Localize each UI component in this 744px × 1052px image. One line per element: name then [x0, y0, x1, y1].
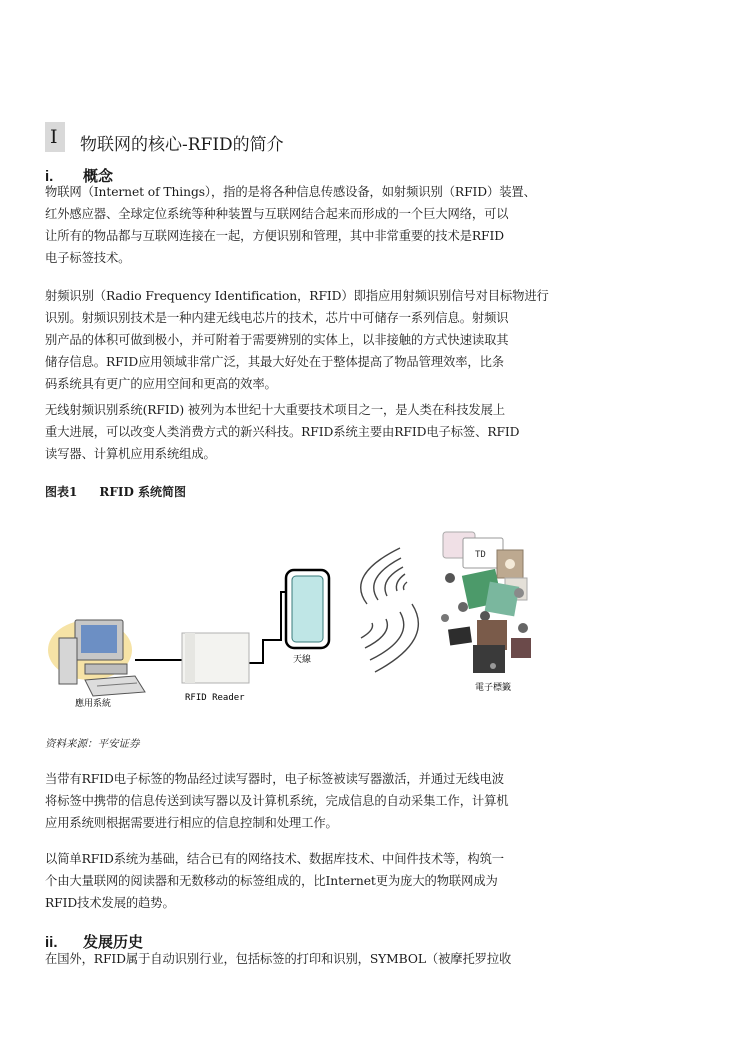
label-electronic-tags: 電子標籤 — [475, 683, 512, 693]
rfid-tags-icon — [441, 532, 531, 673]
paragraph-rfid-trend — [45, 848, 545, 914]
text-line: 识别。射频识别技术是一种内建无线电芯片的技术，芯片中可储存一系列信息。射频识 — [45, 311, 509, 325]
paragraph-history — [45, 948, 545, 970]
text-line: 储存信息。RFID应用领域非常广泛，其最大好处在于整体提高了物品管理效率，比条 — [45, 355, 505, 369]
subsection-number: i. — [45, 168, 54, 185]
text-line: 射频识别（Radio Frequency Identification，RFID）即指应用射频识别信号对目标物进行 — [45, 289, 549, 303]
text-line: RFID技术发展的趋势。 — [45, 896, 175, 910]
text-line: 当带有RFID电子标签的物品经过读写器时，电子标签被读写器激活，并通过无线电波 — [45, 772, 505, 786]
paragraph-iot-definition — [45, 181, 545, 269]
text-line: 让所有的物品都与互联网连接在一起，方便识别和管理，其中非常重要的技术是RFID — [45, 229, 505, 243]
figure-label: 图表1 — [45, 485, 78, 499]
antenna-icon — [286, 570, 329, 648]
computer-icon — [48, 620, 145, 696]
label-antenna: 天線 — [293, 655, 312, 665]
paragraph-rfid-definition — [45, 285, 549, 395]
text-line: 重大进展，可以改变人类消费方式的新兴科技。RFID系统主要由RFID电子标签、RFID — [45, 425, 520, 439]
section-number: I — [50, 126, 58, 148]
section-title: 物联网的核心-RFID的简介 — [80, 135, 284, 155]
paragraph-rfid-workflow — [45, 768, 545, 834]
text-line: 个由大量联网的阅读器和无数移动的标签组成的，比Internet更为庞大的物联网成为 — [45, 874, 498, 888]
label-application-system: 應用系統 — [75, 699, 112, 709]
paragraph-rfid-system — [45, 399, 545, 465]
cable-reader-antenna — [248, 592, 288, 663]
text-line: 别产品的体积可做到极小，并可附着于需要辨别的实体上，以非接触的方式快速读取其 — [45, 333, 509, 347]
text-line: 红外感应器、全球定位系统等种种装置与互联网结合起来而形成的一个巨大网络，可以 — [45, 207, 509, 221]
text-line: 应用系统则根据需要进行相应的信息控制和处理工作。 — [45, 816, 338, 830]
label-rfid-reader: RFID Reader — [185, 693, 245, 703]
figure-source: 资料来源：平安证券 — [45, 738, 140, 750]
text-line: 物联网（Internet of Things），指的是将各种信息传感设备，如射频识别（RFID）装置、 — [45, 185, 536, 199]
figure-title: RFID 系统简图 — [99, 485, 187, 499]
text-line: 将标签中携带的信息传送到读写器以及计算机系统，完成信息的自动采集工作，计算机 — [45, 794, 509, 808]
text-line: 在国外，RFID属于自动识别行业，包括标签的打印和识别，SYMBOL（被摩托罗拉收 — [45, 952, 512, 966]
text-line: 读写器、计算机应用系统组成。 — [45, 447, 216, 461]
rfid-system-diagram — [45, 520, 545, 715]
subsection-title: 概念 — [83, 168, 114, 185]
text-line: 码系统具有更广的应用空间和更高的效率。 — [45, 377, 277, 391]
reader-icon — [182, 633, 249, 683]
radio-waves-icon — [361, 548, 419, 672]
subsection-number: ii. — [45, 934, 58, 951]
subsection-title: 发展历史 — [83, 934, 144, 951]
figure-caption — [45, 483, 186, 500]
text-line: 以简单RFID系统为基础，结合已有的网络技术、数据库技术、中间件技术等，构筑一 — [45, 852, 505, 866]
text-line: 电子标签技术。 — [45, 251, 131, 265]
text-line: 无线射频识别系统(RFID) 被列为本世纪十大重要技术项目之一，是人类在科技发展上 — [45, 403, 506, 417]
tag-label-text: TD — [475, 550, 486, 560]
